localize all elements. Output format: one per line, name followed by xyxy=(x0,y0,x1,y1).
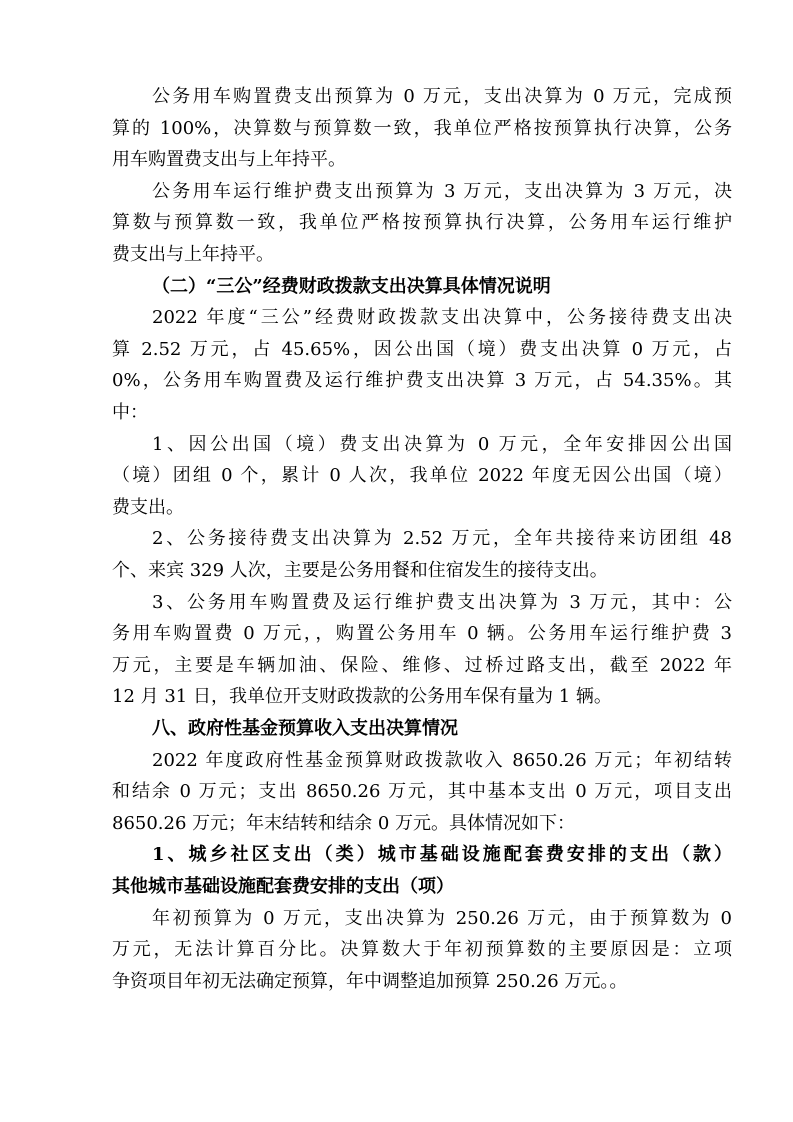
paragraph-fund-summary-line-2: 和结余 0 万元；支出 8650.26 万元，其中基本支出 0 万元，项目支出 xyxy=(112,781,732,803)
paragraph-fund-1-line-1: 年初预算为 0 万元，支出决算为 250.26 万元，由于预算数为 0 xyxy=(152,907,732,929)
paragraph-vehicle-operation-line-1: 公务用车运行维护费支出预算为 3 万元，支出决算为 3 万元，决 xyxy=(152,180,732,202)
paragraph-vehicle-purchase-line-2: 算的 100%，决算数与预算数一致，我单位严格按预算执行决算，公务 xyxy=(112,117,732,139)
subheading-fund-1-line-2: 其他城市基础设施配套费安排的支出（项） xyxy=(112,876,454,897)
paragraph-fund-summary-line-1: 2022 年度政府性基金预算财政拨款收入 8650.26 万元；年初结转 xyxy=(152,749,732,771)
section-heading-government-fund: 八、政府性基金预算收入支出决算情况 xyxy=(152,718,458,739)
list-item-1-line-2: （境）团组 0 个，累计 0 人次，我单位 2022 年度无因公出国（境） xyxy=(112,465,732,487)
paragraph-vehicle-purchase-line-1: 公务用车购置费支出预算为 0 万元，支出决算为 0 万元，完成预 xyxy=(152,86,732,107)
paragraph-vehicle-operation-line-3: 费支出与上年持平。 xyxy=(112,244,274,265)
paragraph-fund-1-line-2: 万元，无法计算百分比。决算数大于年初预算数的主要原因是：立项 xyxy=(112,939,732,961)
paragraph-three-public-line-3: 0%，公务用车购置费及运行维护费支出决算 3 万元，占 54.35%。其 xyxy=(112,370,732,392)
list-item-3-line-1: 3、公务用车购置费及运行维护费支出决算为 3 万元，其中：公 xyxy=(152,591,732,613)
paragraph-fund-1-line-3: 争资项目年初无法确定预算，年中调整追加预算 250.26 万元。。 xyxy=(112,970,628,992)
subheading-fund-1-line-1: 1、城乡社区支出（类）城市基础设施配套费安排的支出（款） xyxy=(152,844,732,866)
paragraph-vehicle-operation-line-2: 算数与预算数一致，我单位严格按预算执行决算，公务用车运行维护 xyxy=(112,212,732,234)
list-item-2-line-1: 2、公务接待费支出决算为 2.52 万元，全年共接待来访团组 48 xyxy=(152,528,732,550)
list-item-3-line-2: 务用车购置费 0 万元，，购置公务用车 0 辆。公务用车运行维护费 3 xyxy=(112,623,732,645)
paragraph-three-public-line-4: 中： xyxy=(112,402,148,423)
list-item-1-line-1: 1、因公出国（境）费支出决算为 0 万元，全年安排因公出国 xyxy=(152,433,732,455)
section-heading-three-public: （二）“三公”经费财政拨款支出决算具体情况说明 xyxy=(152,275,551,297)
list-item-2-line-2: 个、来宾 329 人次，主要是公务用餐和住宿发生的接待支出。 xyxy=(112,560,608,581)
paragraph-fund-summary-line-3: 8650.26 万元；年末结转和结余 0 万元。具体情况如下： xyxy=(112,812,576,834)
list-item-1-line-3: 费支出。 xyxy=(112,496,184,518)
paragraph-three-public-line-1: 2022 年度“三公”经费财政拨款支出决算中，公务接待费支出决 xyxy=(152,307,732,329)
paragraph-three-public-line-2: 算 2.52 万元，占 45.65%，因公出国（境）费支出决算 0 万元，占 xyxy=(112,338,732,360)
list-item-3-line-3: 万元，主要是车辆加油、保险、维修、过桥过路支出，截至 2022 年 xyxy=(112,654,732,676)
paragraph-vehicle-purchase-line-3: 用车购置费支出与上年持平。 xyxy=(112,149,346,171)
list-item-3-line-4: 12 月 31 日，我单位开支财政拨款的公务用车保有量为 1 辆。 xyxy=(112,686,612,708)
